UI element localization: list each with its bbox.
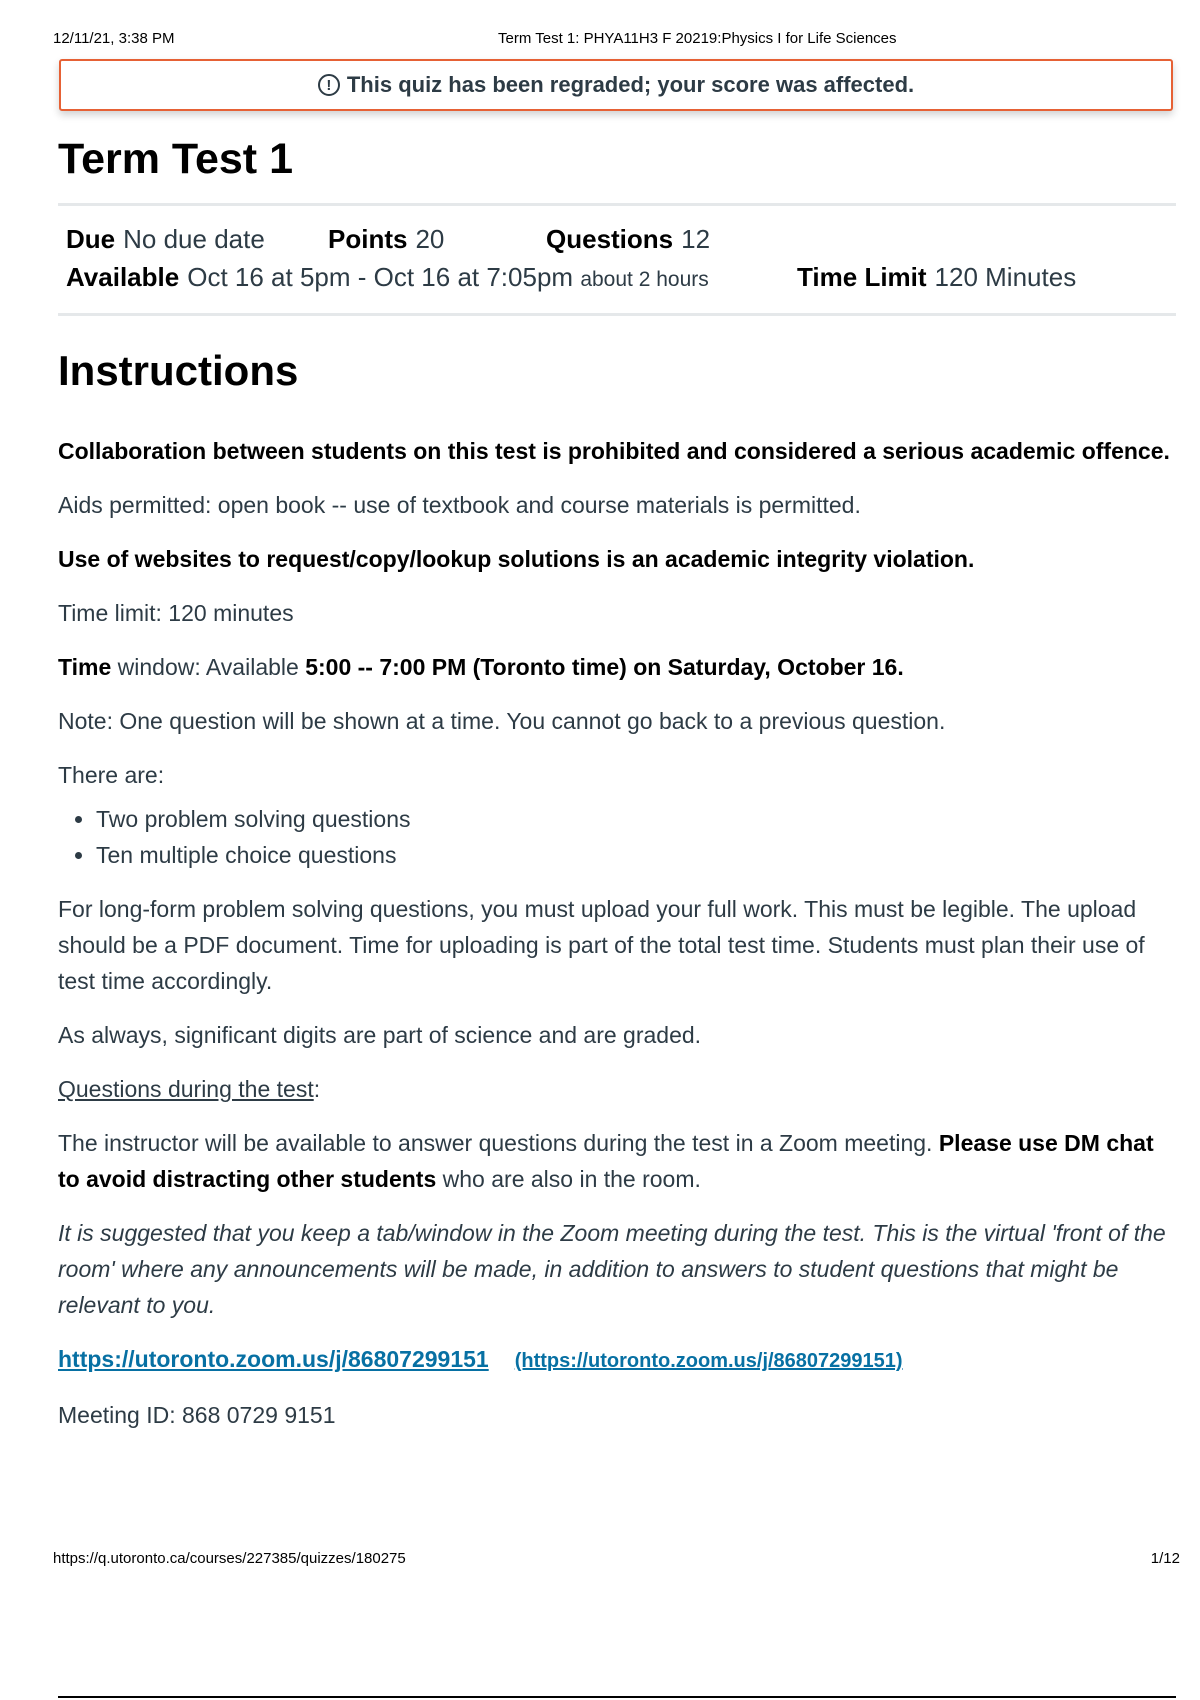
- time-window-text: window: Available: [111, 654, 306, 680]
- time-window: [58, 649, 1178, 685]
- divider-top: [58, 203, 1176, 206]
- zoom-suggestion-text: It is suggested that you keep a tab/window in the Zoom meeting during the test. This is the virtual 'front of the room' where any announcements will be made, in addition to answers to student questions that might be relevant to you.: [58, 1220, 1166, 1318]
- due-meta: [66, 224, 265, 255]
- questions-value: 12: [681, 224, 711, 254]
- page-number: 1/12: [1150, 1550, 1180, 1567]
- questions-during-test-heading: [58, 1071, 1178, 1107]
- time-limit-meta: [797, 262, 1076, 293]
- time-limit-value: 120 Minutes: [934, 262, 1077, 292]
- collaboration-notice: [58, 433, 1178, 469]
- instructions-body: [58, 433, 1178, 1451]
- available-duration: about 2 hours: [580, 268, 709, 291]
- zoom-meeting-link-url[interactable]: (https://utoronto.zoom.us/j/86807299151): [514, 1350, 903, 1372]
- zoom-dm-bold: Please use DM chat to avoid distracting other students: [58, 1130, 1154, 1192]
- instructions-heading: Instructions: [58, 347, 299, 394]
- next-page-edge: [58, 1696, 1176, 1698]
- collaboration-text: Collaboration between students on this test is prohibited and considered a serious academic offence.: [58, 438, 1170, 464]
- one-question-note: Note: One question will be shown at a time. You cannot go back to a previous question.: [58, 708, 946, 734]
- available-label: Available: [66, 262, 180, 292]
- sigdigits-note: As always, significant digits are part of science and are graded.: [58, 1022, 702, 1048]
- regrade-banner-text: This quiz has been regraded; your score was affected.: [346, 72, 915, 97]
- websites-text: Use of websites to request/copy/lookup solutions is an academic integrity violation.: [58, 546, 975, 572]
- questions-meta: [546, 224, 710, 255]
- available-meta: [66, 262, 709, 293]
- print-datetime: 12/11/21, 3:38 PM: [53, 30, 175, 47]
- due-label: Due: [66, 224, 116, 254]
- list-item: • Ten multiple choice questions: [96, 837, 1178, 873]
- aids-permitted: Aids permitted: open book -- use of textbook and course materials is permitted.: [58, 492, 861, 518]
- zoom-tail: who are also in the room.: [436, 1166, 701, 1192]
- divider-bottom: [58, 313, 1176, 316]
- question-type-list: [58, 801, 1178, 873]
- zoom-links: [58, 1341, 1178, 1379]
- questions-during-test-colon: :: [313, 1076, 321, 1102]
- there-are-text: There are:: [58, 762, 165, 788]
- longform-instructions: For long-form problem solving questions, you must upload your full work. This must be legible. The upload should be a PDF document. Time for uploading is part of the total test time. Students must plan their use of test time accordingly.: [58, 896, 1145, 994]
- points-label: Points: [328, 224, 408, 254]
- zoom-text: The instructor will be available to answer questions during the test in a Zoom meeting.: [58, 1130, 939, 1156]
- print-document-title: Term Test 1: PHYA11H3 F 20219:Physics I for Life Sciences: [498, 30, 897, 47]
- time-window-bold-1: Time: [58, 654, 112, 680]
- exclamation-circle-icon: !: [318, 74, 340, 96]
- page-title: Term Test 1: [58, 135, 293, 183]
- questions-label: Questions: [546, 224, 674, 254]
- zoom-availability: [58, 1125, 1178, 1197]
- time-window-bold-2: 5:00 -- 7:00 PM (Toronto time) on Saturday, October 16.: [305, 654, 904, 680]
- points-meta: [328, 224, 444, 255]
- regrade-banner: [59, 59, 1173, 111]
- points-value: 20: [415, 224, 445, 254]
- time-limit-label: Time Limit: [797, 262, 927, 292]
- print-url: https://q.utoronto.ca/courses/227385/quizzes/180275: [53, 1550, 406, 1567]
- list-item: • Two problem solving questions: [96, 801, 1178, 837]
- zoom-suggestion: [58, 1215, 1178, 1323]
- questions-during-test-label: Questions during the test: [58, 1076, 314, 1102]
- due-value: No due date: [123, 224, 265, 254]
- available-value: Oct 16 at 5pm - Oct 16 at 7:05pm: [187, 262, 574, 292]
- websites-notice: [58, 541, 1178, 577]
- meeting-id: Meeting ID: 868 0729 9151: [58, 1402, 336, 1428]
- time-limit-text: Time limit: 120 minutes: [58, 600, 294, 626]
- print-header: [53, 30, 1170, 50]
- zoom-meeting-link[interactable]: https://utoronto.zoom.us/j/86807299151: [58, 1346, 489, 1372]
